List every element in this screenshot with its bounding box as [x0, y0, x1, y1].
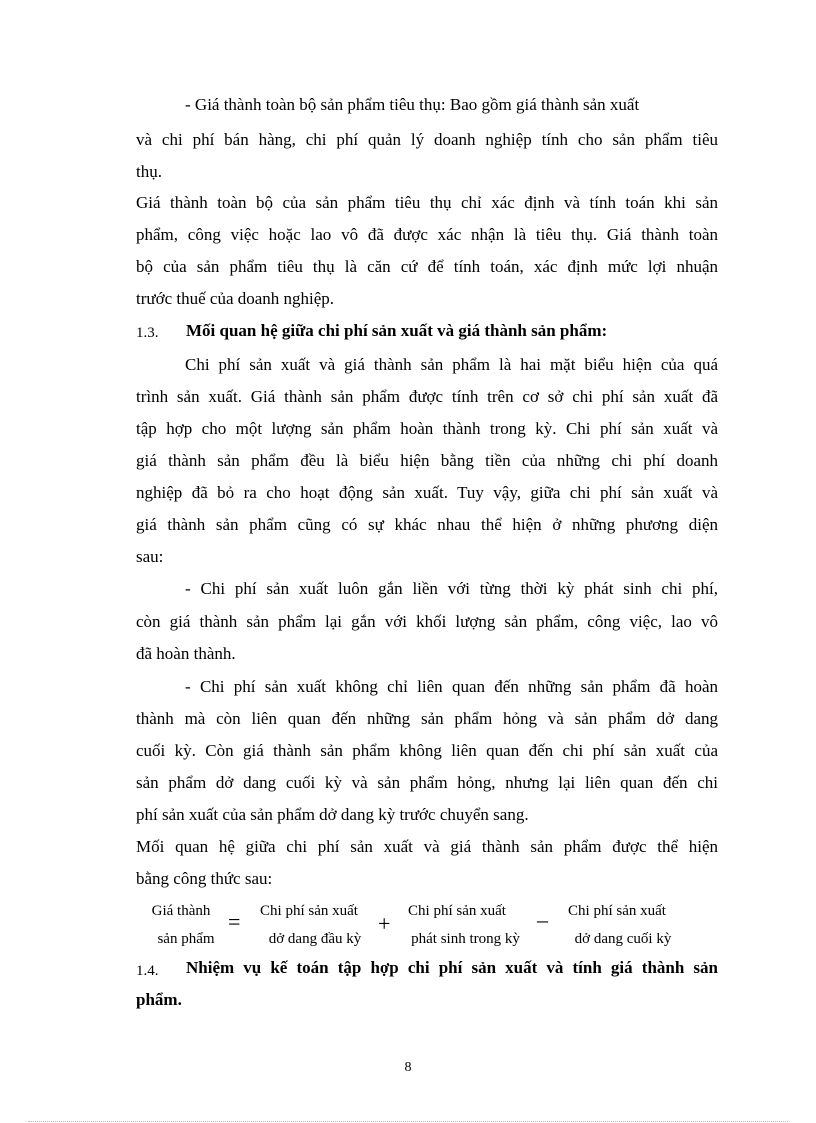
text-line: đã hoàn thành.	[136, 644, 236, 663]
formula-term-line: Chi phí sản xuất	[408, 903, 506, 919]
minus-sign: –	[537, 907, 548, 932]
text-line: sản phẩm dở dang cuối kỳ và sản phẩm hỏng, nhưng lại liên quan đến chi	[136, 773, 718, 792]
text-line: bằng công thức sau:	[136, 869, 273, 888]
text-line: phí sản xuất của sản phẩm dở dang kỳ trước chuyển sang.	[136, 805, 529, 824]
text-line: giá thành sản phẩm đều là biểu hiện bằng tiền của những chi phí doanh	[136, 451, 718, 470]
text-line: tập hợp cho một lượng sản phẩm hoàn thành trong kỳ. Chi phí sản xuất và	[136, 419, 718, 438]
text-line: trình sản xuất. Giá thành sản phẩm được tính trên cơ sở chi phí sản xuất đã	[136, 387, 718, 406]
section-number: 1.4.	[136, 963, 159, 979]
formula-lhs-line: sản phẩm	[157, 931, 215, 947]
text-line: Chi phí sản xuất và giá thành sản phẩm là hai mặt biểu hiện của quá	[185, 355, 718, 374]
text-line: trước thuế của doanh nghiệp.	[136, 289, 335, 308]
section-heading: Nhiệm vụ kế toán tập hợp chi phí sản xuất và tính giá thành sản	[186, 958, 718, 977]
section-heading: Mối quan hệ giữa chi phí sản xuất và giá thành sản phẩm:	[186, 321, 608, 340]
text-line: và chi phí bán hàng, chi phí quản lý doanh nghiệp tính cho sản phẩm tiêu	[136, 130, 718, 149]
formula-term-line: Chi phí sản xuất	[260, 903, 358, 919]
section-number: 1.3.	[136, 325, 159, 341]
section-heading-continued: phẩm.	[136, 990, 182, 1009]
text-line: Giá thành toàn bộ của sản phẩm tiêu thụ chỉ xác định và tính toán khi sản	[136, 193, 718, 212]
formula-lhs-line: Giá thành	[151, 903, 211, 919]
text-line: cuối kỳ. Còn giá thành sản phẩm không liên quan đến chi phí sản xuất của	[136, 741, 718, 760]
formula-term-line: dở dang đầu kỳ	[268, 931, 362, 947]
page-number: 8	[404, 1060, 412, 1075]
plus-sign: +	[378, 911, 391, 936]
text-line: giá thành sản phẩm cũng có sự khác nhau thể hiện ở những phương diện	[136, 515, 718, 534]
text-line: bộ của sản phẩm tiêu thụ là căn cứ để tính toán, xác định mức lợi nhuận	[136, 257, 718, 276]
text-line: còn giá thành sản phẩm lại gắn với khối lượng sản phẩm, công việc, lao vô	[136, 612, 718, 631]
text-line: sau:	[136, 547, 164, 566]
equals-sign: =	[228, 909, 241, 934]
page-border	[28, 1121, 788, 1122]
text-line: thụ.	[136, 162, 162, 181]
text-line: - Giá thành toàn bộ sản phẩm tiêu thụ: Bao gồm giá thành sản xuất	[185, 95, 640, 114]
formula-term-line: phát sinh trong kỳ	[411, 931, 520, 947]
text-line: Mối quan hệ giữa chi phí sản xuất và giá thành sản phẩm được thể hiện	[136, 837, 718, 856]
text-line: phẩm, công việc hoặc lao vô đã được xác nhận là tiêu thụ. Giá thành toàn	[136, 225, 718, 244]
text-line: thành mà còn liên quan đến những sản phẩm hỏng và sản phẩm dở dang	[136, 709, 718, 728]
text-line: nghiệp đã bỏ ra cho hoạt động sản xuất. Tuy vậy, giữa chi phí sản xuất và	[136, 483, 718, 502]
text-line: - Chi phí sản xuất không chỉ liên quan đến những sản phẩm đã hoàn	[185, 677, 718, 696]
text-line: - Chi phí sản xuất luôn gắn liền với từng thời kỳ phát sinh chi phí,	[185, 579, 718, 598]
formula-term-line: dở dang cuối kỳ	[574, 931, 672, 947]
formula-term-line: Chi phí sản xuất	[568, 903, 666, 919]
